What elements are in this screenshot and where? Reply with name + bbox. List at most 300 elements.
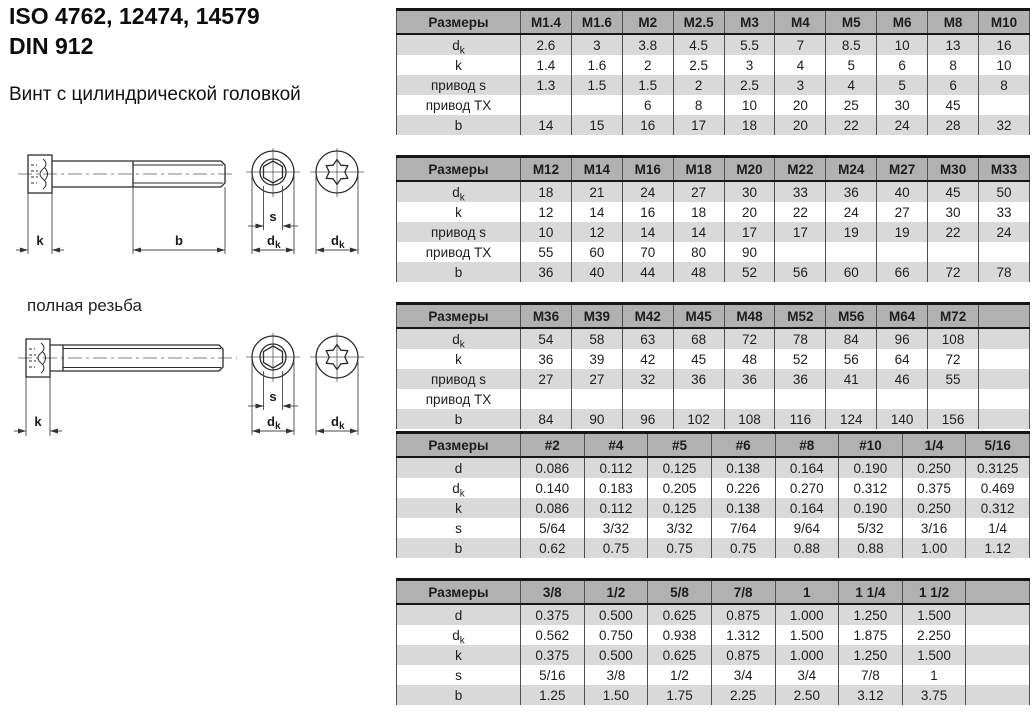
dimensions-table — [396, 302, 1030, 429]
dimension-value-cell: 90 — [571, 409, 622, 429]
dimensions-table — [396, 155, 1030, 282]
dimension-value-cell: 56 — [826, 349, 877, 369]
dimension-value-cell — [877, 389, 928, 409]
dimension-value-cell: 0.469 — [966, 478, 1030, 498]
size-column-header: #6 — [711, 433, 775, 458]
dimension-value-cell: 10 — [877, 34, 928, 55]
row-label-cell — [397, 262, 521, 282]
dimension-value-cell: 17 — [673, 115, 724, 135]
dimension-row — [397, 645, 1030, 665]
table-header-row — [397, 10, 1030, 35]
table-header-row — [397, 304, 1030, 329]
row-label-cell — [397, 34, 521, 55]
dim-label-k: k — [34, 414, 42, 429]
dim-label-b: b — [175, 233, 183, 248]
row-label: b — [454, 687, 463, 703]
row-label: привод TX — [425, 391, 492, 407]
dimension-value-cell: 1.75 — [648, 685, 712, 705]
dimension-value-cell: 14 — [673, 222, 724, 242]
size-column-header: 1/4 — [902, 433, 966, 458]
dimension-value-cell: 0.375 — [902, 478, 966, 498]
dimension-value-cell: 18 — [673, 202, 724, 222]
row-label-cell — [397, 498, 521, 518]
dimension-value-cell: 5 — [877, 75, 928, 95]
dimension-value-cell — [979, 409, 1030, 429]
row-label-cell — [397, 95, 521, 115]
dimension-value-cell — [521, 95, 572, 115]
row-label-cell — [397, 685, 521, 705]
size-column-header: M39 — [571, 304, 622, 329]
dimension-row — [397, 478, 1030, 498]
dimension-value-cell: 0.112 — [584, 457, 648, 478]
dimension-value-cell: 3/32 — [584, 518, 648, 538]
dimension-value-cell: 45 — [673, 349, 724, 369]
dimension-value-cell: 66 — [877, 262, 928, 282]
dimension-value-cell — [966, 625, 1030, 645]
dimension-value-cell: 70 — [622, 242, 673, 262]
dimension-value-cell: 1/4 — [966, 518, 1030, 538]
row-label-cell — [397, 457, 521, 478]
dimension-value-cell: 68 — [673, 328, 724, 349]
table-corner-label: Размеры — [397, 157, 521, 182]
dimension-value-cell: 0.375 — [521, 604, 585, 625]
dimension-row — [397, 34, 1030, 55]
dimension-value-cell: 7 — [775, 34, 826, 55]
dim-label-dk-base: d — [267, 414, 275, 429]
row-label: d — [452, 331, 460, 347]
dimension-value-cell: 41 — [826, 369, 877, 389]
dimension-value-cell: 1.250 — [839, 645, 903, 665]
dimension-value-cell: 0.226 — [711, 478, 775, 498]
dimension-row — [397, 457, 1030, 478]
dimension-value-cell: 20 — [775, 115, 826, 135]
row-label-cell — [397, 518, 521, 538]
dimension-value-cell: 32 — [979, 115, 1030, 135]
dimension-value-cell: 14 — [521, 115, 572, 135]
dimension-value-cell: 36 — [521, 262, 572, 282]
dimension-value-cell: 55 — [521, 242, 572, 262]
title-din-line: DIN 912 — [9, 32, 94, 59]
torx-socket-end-view — [310, 333, 364, 382]
dimension-value-cell: 2 — [622, 55, 673, 75]
dimension-value-cell: 90 — [724, 242, 775, 262]
dimension-value-cell: 5/64 — [521, 518, 585, 538]
size-column-header: M16 — [622, 157, 673, 182]
dimension-value-cell: 3 — [775, 75, 826, 95]
dimension-value-cell: 124 — [826, 409, 877, 429]
dimension-value-cell: 0.312 — [839, 478, 903, 498]
dimension-value-cell: 0.562 — [521, 625, 585, 645]
row-label: k — [455, 351, 462, 367]
size-column-header: 3/8 — [521, 580, 585, 605]
dimension-value-cell: 30 — [928, 202, 979, 222]
dimension-value-cell — [979, 369, 1030, 389]
dimension-value-cell: 42 — [622, 349, 673, 369]
dimension-value-cell — [966, 645, 1030, 665]
row-label: k — [455, 647, 462, 663]
dimension-value-cell: 1.12 — [966, 538, 1030, 558]
size-column-header: 1 — [775, 580, 839, 605]
page-subtitle: Винт с цилиндрической головкой — [9, 84, 301, 105]
row-label-cell — [397, 328, 521, 349]
dimension-value-cell: 2.250 — [902, 625, 966, 645]
dimension-value-cell: 1.500 — [775, 625, 839, 645]
dimension-value-cell: 78 — [775, 328, 826, 349]
row-label: d — [452, 184, 460, 200]
row-label: привод TX — [425, 97, 492, 113]
dimension-value-cell: 10 — [724, 95, 775, 115]
dimension-value-cell — [775, 389, 826, 409]
dimension-value-cell: 0.875 — [711, 645, 775, 665]
dimension-value-cell: 27 — [521, 369, 572, 389]
dimension-row — [397, 604, 1030, 625]
dimension-value-cell: 0.500 — [584, 604, 648, 625]
dimension-value-cell — [966, 685, 1030, 705]
size-column-header: M5 — [826, 10, 877, 35]
dimension-value-cell — [979, 95, 1030, 115]
table-header-row — [397, 433, 1030, 458]
dimension-value-cell: 72 — [928, 262, 979, 282]
row-label: привод s — [431, 77, 486, 93]
dimension-value-cell: 0.086 — [521, 457, 585, 478]
dim-label-k: k — [36, 233, 44, 248]
dimension-value-cell: 1.250 — [839, 604, 903, 625]
table-corner-label: Размеры — [397, 10, 521, 35]
dimension-value-cell — [826, 242, 877, 262]
size-column-header: 1 1/2 — [902, 580, 966, 605]
dimension-value-cell: 0.190 — [839, 498, 903, 518]
row-label: привод s — [431, 371, 486, 387]
dimension-value-cell: 46 — [877, 369, 928, 389]
dimension-value-cell: 4 — [826, 75, 877, 95]
row-label: d — [452, 627, 460, 643]
dimension-value-cell: 60 — [571, 242, 622, 262]
dimension-value-cell: 72 — [928, 349, 979, 369]
dimension-value-cell: 0.205 — [648, 478, 712, 498]
row-label-cell — [397, 202, 521, 222]
row-label: b — [454, 117, 463, 133]
row-label: k — [455, 204, 462, 220]
dimension-value-cell — [622, 389, 673, 409]
size-column-header: M22 — [775, 157, 826, 182]
dimension-value-cell: 0.62 — [521, 538, 585, 558]
dimension-row — [397, 242, 1030, 262]
dimension-value-cell: 8.5 — [826, 34, 877, 55]
dimension-value-cell: 0.138 — [711, 457, 775, 478]
dimension-value-cell: 6 — [622, 95, 673, 115]
dimension-row — [397, 625, 1030, 645]
dimension-value-cell: 2.5 — [724, 75, 775, 95]
dimension-value-cell: 1 — [902, 665, 966, 685]
dimension-value-cell: 19 — [877, 222, 928, 242]
dimension-value-cell: 80 — [673, 242, 724, 262]
row-label-cell — [397, 222, 521, 242]
size-column-header: 5/16 — [966, 433, 1030, 458]
dimension-value-cell: 0.140 — [521, 478, 585, 498]
dimension-row — [397, 181, 1030, 202]
dimension-value-cell: 22 — [826, 115, 877, 135]
table-corner-label: Размеры — [397, 304, 521, 329]
dimension-value-cell: 2.6 — [521, 34, 572, 55]
dimension-value-cell: 22 — [775, 202, 826, 222]
table-corner-label: Размеры — [397, 433, 521, 458]
dimension-value-cell: 58 — [571, 328, 622, 349]
row-label: d — [454, 460, 463, 476]
dimension-value-cell: 5/32 — [839, 518, 903, 538]
size-column-header — [979, 304, 1030, 329]
dimension-value-cell: 0.190 — [839, 457, 903, 478]
dimension-value-cell: 1/2 — [648, 665, 712, 685]
dimension-value-cell: 0.125 — [648, 457, 712, 478]
dimension-value-cell: 0.88 — [775, 538, 839, 558]
dimension-value-cell: 0.183 — [584, 478, 648, 498]
dimension-value-cell: 36 — [775, 369, 826, 389]
dim-label-dk-sub: k — [275, 421, 281, 432]
dimension-value-cell: 39 — [571, 349, 622, 369]
dimension-value-cell: 3.12 — [839, 685, 903, 705]
dimension-row — [397, 518, 1030, 538]
dimension-value-cell: 33 — [775, 181, 826, 202]
dimension-value-cell: 0.164 — [775, 498, 839, 518]
dimension-value-cell: 8 — [673, 95, 724, 115]
dimension-value-cell — [928, 242, 979, 262]
row-label-cell — [397, 75, 521, 95]
dimension-value-cell: 24 — [826, 202, 877, 222]
dimension-value-cell: 33 — [979, 202, 1030, 222]
dimension-value-cell: 14 — [622, 222, 673, 242]
dimension-value-cell: 0.625 — [648, 604, 712, 625]
dimension-value-cell: 18 — [521, 181, 572, 202]
dimension-value-cell: 1.25 — [521, 685, 585, 705]
dimension-value-cell: 5/16 — [521, 665, 585, 685]
dim-label-dk2-sub: k — [339, 421, 345, 432]
row-label-cell — [397, 478, 521, 498]
dimension-value-cell: 50 — [979, 181, 1030, 202]
dimension-value-cell: 96 — [622, 409, 673, 429]
size-column-header: 1/2 — [584, 580, 648, 605]
dimension-row — [397, 665, 1030, 685]
dimension-value-cell: 0.250 — [902, 498, 966, 518]
dimension-value-cell: 17 — [775, 222, 826, 242]
size-column-header: M3 — [724, 10, 775, 35]
dimension-value-cell: 22 — [928, 222, 979, 242]
dimension-value-cell: 60 — [826, 262, 877, 282]
size-column-header: M18 — [673, 157, 724, 182]
dim-label-dk-sub: k — [275, 240, 281, 251]
row-label: k — [455, 57, 462, 73]
dimension-row — [397, 222, 1030, 242]
row-label-cell — [397, 604, 521, 625]
size-column-header: M52 — [775, 304, 826, 329]
dimension-value-cell: 3.75 — [902, 685, 966, 705]
dimension-value-cell: 3/4 — [711, 665, 775, 685]
dimension-value-cell — [877, 242, 928, 262]
dimension-value-cell: 84 — [521, 409, 572, 429]
dimension-tables — [396, 8, 1030, 725]
dimension-value-cell: 20 — [775, 95, 826, 115]
dimension-value-cell: 0.938 — [648, 625, 712, 645]
row-label-cell — [397, 369, 521, 389]
size-column-header: M8 — [928, 10, 979, 35]
dimension-value-cell: 3/32 — [648, 518, 712, 538]
dimension-value-cell: 27 — [673, 181, 724, 202]
dimension-value-cell: 27 — [571, 369, 622, 389]
dimension-value-cell: 14 — [571, 202, 622, 222]
dimension-value-cell — [775, 242, 826, 262]
dimension-value-cell: 2.25 — [711, 685, 775, 705]
dim-label-dk2-base: d — [331, 233, 339, 248]
dimension-value-cell: 72 — [724, 328, 775, 349]
dimension-value-cell: 1.500 — [902, 645, 966, 665]
dimension-value-cell: 18 — [724, 115, 775, 135]
row-label-subscript: k — [459, 635, 465, 645]
dimension-value-cell: 56 — [775, 262, 826, 282]
dimension-value-cell — [979, 242, 1030, 262]
dimension-value-cell: 0.375 — [521, 645, 585, 665]
row-label-cell — [397, 55, 521, 75]
dimension-row — [397, 75, 1030, 95]
dimension-value-cell: 64 — [877, 349, 928, 369]
row-label: s — [455, 667, 462, 683]
size-column-header: M1.6 — [571, 10, 622, 35]
dimension-value-cell: 116 — [775, 409, 826, 429]
dimension-value-cell: 27 — [877, 202, 928, 222]
size-column-header: 5/8 — [648, 580, 712, 605]
dimension-value-cell: 5 — [826, 55, 877, 75]
dimension-value-cell: 108 — [928, 328, 979, 349]
row-label-cell — [397, 115, 521, 135]
size-column-header: 7/8 — [711, 580, 775, 605]
dimension-value-cell: 0.164 — [775, 457, 839, 478]
size-column-header: M48 — [724, 304, 775, 329]
dimension-value-cell: 0.75 — [584, 538, 648, 558]
dimension-value-cell: 63 — [622, 328, 673, 349]
dimension-value-cell: 1.312 — [711, 625, 775, 645]
dimension-value-cell: 1.500 — [902, 604, 966, 625]
row-label: d — [454, 607, 463, 623]
dimension-value-cell: 13 — [928, 34, 979, 55]
size-column-header: #2 — [521, 433, 585, 458]
dimension-value-cell: 45 — [928, 95, 979, 115]
size-column-header: M10 — [979, 10, 1030, 35]
dimension-value-cell: 84 — [826, 328, 877, 349]
row-label-cell — [397, 625, 521, 645]
dimension-value-cell: 1.5 — [622, 75, 673, 95]
dim-label-s: s — [269, 389, 277, 404]
row-label-subscript: k — [459, 339, 465, 349]
dim-label-dk2-base: d — [331, 414, 339, 429]
size-column-header: M56 — [826, 304, 877, 329]
dimension-row — [397, 262, 1030, 282]
dimension-value-cell: 3/16 — [902, 518, 966, 538]
dimension-value-cell: 1.875 — [839, 625, 903, 645]
dimension-row — [397, 55, 1030, 75]
row-label-subscript: k — [459, 192, 465, 202]
dimension-row — [397, 328, 1030, 349]
row-label-cell — [397, 409, 521, 429]
dimension-value-cell — [521, 389, 572, 409]
row-label: b — [454, 411, 463, 427]
size-column-header: M14 — [571, 157, 622, 182]
dimension-value-cell: 21 — [571, 181, 622, 202]
dimension-value-cell: 25 — [826, 95, 877, 115]
dimensions-table — [396, 578, 1030, 705]
dimension-value-cell: 16 — [979, 34, 1030, 55]
dimension-value-cell: 30 — [724, 181, 775, 202]
dimension-value-cell: 0.312 — [966, 498, 1030, 518]
dimension-value-cell: 16 — [622, 115, 673, 135]
dimension-value-cell: 0.138 — [711, 498, 775, 518]
dimension-value-cell: 0.270 — [775, 478, 839, 498]
size-column-header: M4 — [775, 10, 826, 35]
dimension-value-cell: 0.250 — [902, 457, 966, 478]
screw-drawing-full-thread — [5, 332, 375, 442]
dimension-value-cell: 3 — [724, 55, 775, 75]
dimension-value-cell: 8 — [979, 75, 1030, 95]
size-column-header: M42 — [622, 304, 673, 329]
dimension-value-cell: 30 — [877, 95, 928, 115]
dimension-value-cell: 2.5 — [673, 55, 724, 75]
dimension-row — [397, 115, 1030, 135]
dimension-value-cell: 10 — [521, 222, 572, 242]
dimension-value-cell: 12 — [571, 222, 622, 242]
dimension-value-cell: 0.875 — [711, 604, 775, 625]
hex-socket-end-view — [246, 333, 300, 382]
dimension-value-cell: 3.8 — [622, 34, 673, 55]
dimension-value-cell: 45 — [928, 181, 979, 202]
dimension-value-cell: 4 — [775, 55, 826, 75]
table-header-row — [397, 157, 1030, 182]
dimension-value-cell: 140 — [877, 409, 928, 429]
dimension-value-cell: 96 — [877, 328, 928, 349]
dimension-value-cell — [979, 349, 1030, 369]
size-column-header: M20 — [724, 157, 775, 182]
dimension-value-cell — [979, 389, 1030, 409]
size-column-header: M72 — [928, 304, 979, 329]
dimension-value-cell: 48 — [673, 262, 724, 282]
dimension-value-cell: 24 — [979, 222, 1030, 242]
dimension-value-cell — [966, 604, 1030, 625]
dimension-value-cell: 1.50 — [584, 685, 648, 705]
dimension-value-cell: 0.112 — [584, 498, 648, 518]
size-column-header: M27 — [877, 157, 928, 182]
size-column-header: M24 — [826, 157, 877, 182]
size-column-header: M12 — [521, 157, 572, 182]
dimension-value-cell: 36 — [826, 181, 877, 202]
dimensions-table — [396, 8, 1030, 135]
dimension-value-cell: 78 — [979, 262, 1030, 282]
row-label: d — [452, 37, 460, 53]
dimension-row — [397, 349, 1030, 369]
dimension-value-cell: 19 — [826, 222, 877, 242]
dimension-value-cell: 5.5 — [724, 34, 775, 55]
dimension-value-cell: 52 — [775, 349, 826, 369]
dimension-value-cell — [979, 328, 1030, 349]
table-corner-label: Размеры — [397, 580, 521, 605]
dimension-row — [397, 202, 1030, 222]
dimension-value-cell: 2 — [673, 75, 724, 95]
title-iso-line: ISO 4762, 12474, 14579 — [9, 3, 260, 29]
dimension-value-cell — [826, 389, 877, 409]
page-title — [9, 2, 260, 62]
dimension-value-cell: 156 — [928, 409, 979, 429]
row-label: b — [454, 540, 463, 556]
row-label-cell — [397, 242, 521, 262]
dimension-value-cell: 32 — [622, 369, 673, 389]
size-column-header: M2.5 — [673, 10, 724, 35]
dimension-value-cell: 36 — [521, 349, 572, 369]
dimension-value-cell: 12 — [521, 202, 572, 222]
